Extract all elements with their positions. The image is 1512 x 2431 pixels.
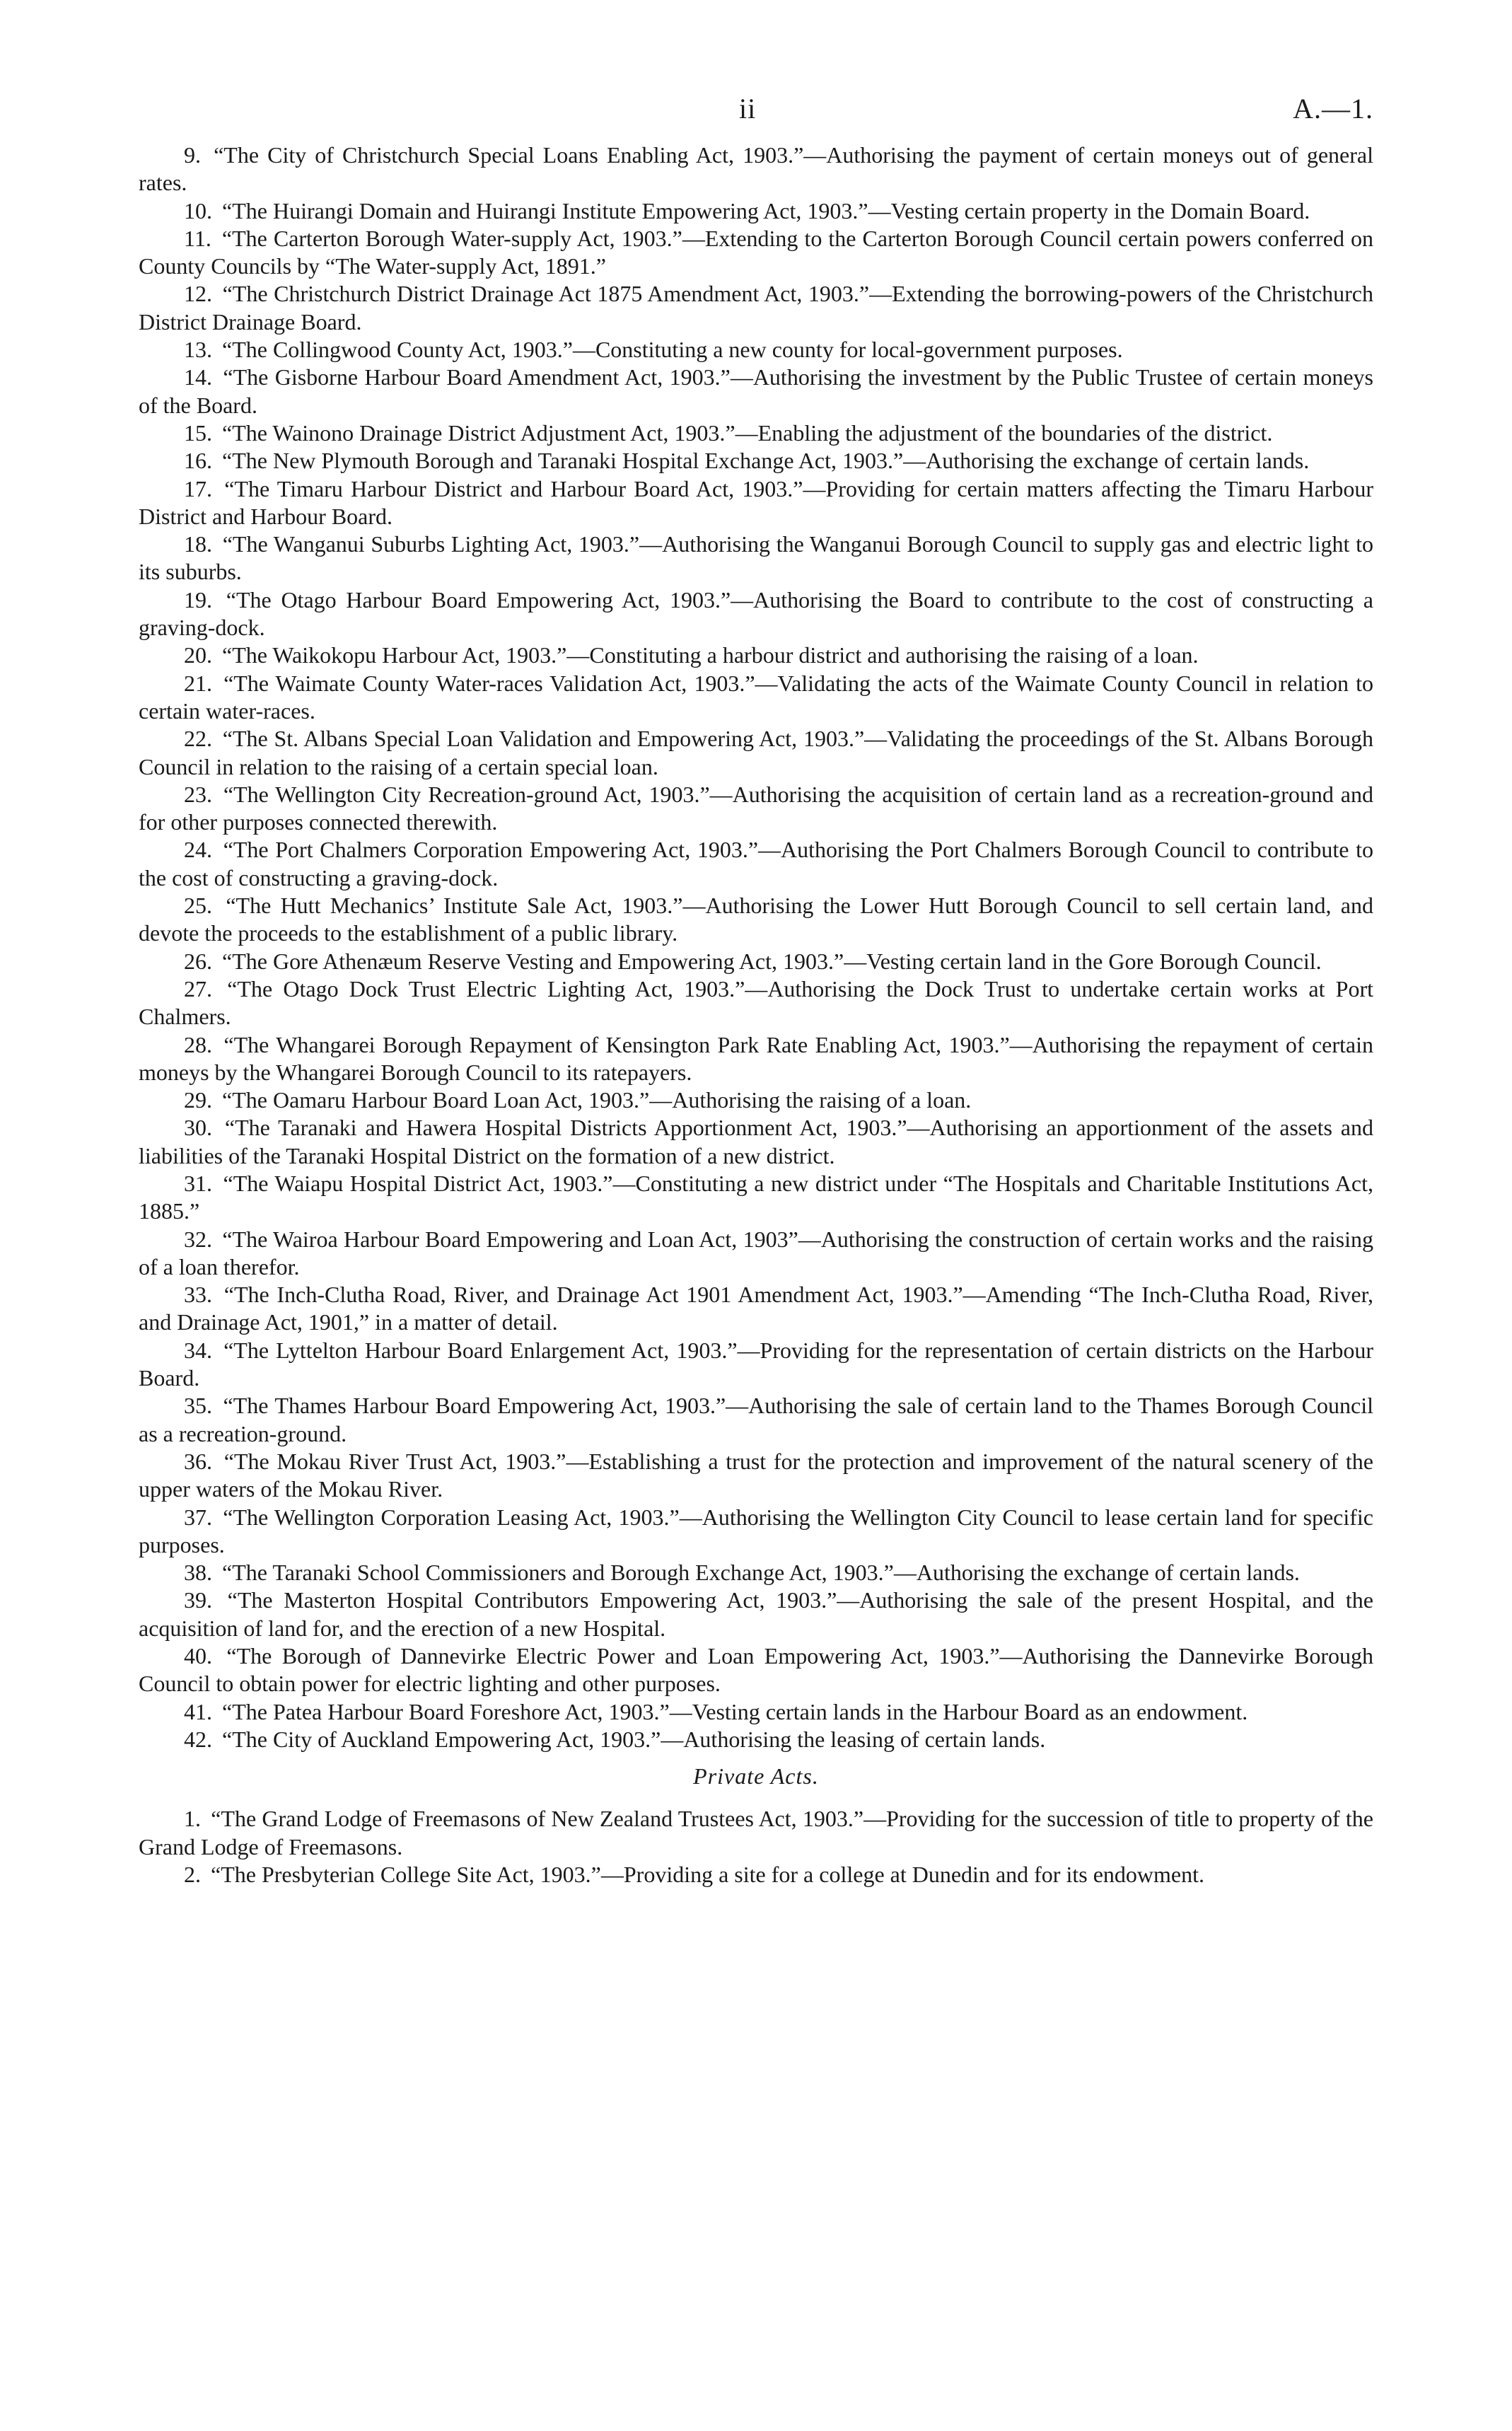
act-description: “The Presbyterian College Site Act, 1903.”—Providing a site for a college at Dunedin and for its endowment. [211,1861,1204,1887]
act-description: “The Carterton Borough Water-supply Act, 1903.”—Extending to the Carterton Borough Council certain powers conferred on County Councils by “The Water-supply Act, 1891.” [139,225,1374,279]
act-number: 19. [184,586,212,613]
act-entry [139,1337,1373,1393]
act-description: “The Port Chalmers Corporation Empowering Act, 1903.”—Authorising the Port Chalmers Borough Council to contribute to the cost of constructing a graving-dock. [139,837,1374,890]
act-number: 31. [184,1170,212,1196]
page-header [139,92,1373,141]
act-entry [139,1805,1373,1861]
act-entry [139,1726,1373,1753]
act-entry [139,364,1373,419]
section-heading-private-acts: Private Acts. [693,1763,819,1789]
act-entry [139,336,1373,364]
act-number: 11. [184,225,211,251]
act-description: “The Wairoa Harbour Board Empowering and Loan Act, 1903”—Authorising the construction of certain works and the raising of a loan therefor. [139,1226,1374,1280]
act-description: “The Waikokopu Harbour Act, 1903.”—Constituting a harbour district and authorising the raising of a loan. [222,642,1199,668]
act-number: 41. [184,1698,212,1724]
act-description: “The Wainono Drainage District Adjustment Act, 1903.”—Enabling the adjustment of the boundaries of the district. [222,419,1273,446]
act-number: 16. [184,448,212,474]
act-entry [139,1861,1373,1888]
act-description: “The Christchurch District Drainage Act 1875 Amendment Act, 1903.”—Extending the borrowing-powers of the Christchurch District Drainage Board. [139,281,1374,335]
act-number: 17. [184,475,212,501]
act-entry [139,1448,1373,1504]
act-entry [139,1392,1373,1448]
act-description: “The Hutt Mechanics’ Institute Sale Act, 1903.”—Authorising the Lower Hutt Borough Council to sell certain land, and devote the proceeds to the establishment of a public library. [139,893,1374,946]
act-description: “The City of Christchurch Special Loans Enabling Act, 1903.”—Authorising the payment of certain moneys out of general rates. [139,142,1374,196]
act-description: “The St. Albans Special Loan Validation and Empowering Act, 1903.”—Validating the proceedings of the St. Albans Borough Council in relation to the raising of a certain special loan. [139,726,1374,779]
act-number: 9. [184,142,201,168]
act-entry [139,892,1373,948]
act-entry [139,642,1373,669]
act-number: 34. [184,1337,212,1363]
act-description: “The Taranaki and Hawera Hospital Districts Apportionment Act, 1903.”—Authorising an apportionment of the assets and liabilities of the Taranaki Hospital District on the formation of a new district. [139,1115,1374,1168]
act-entry [139,475,1373,531]
act-number: 13. [184,337,212,363]
act-entry [139,419,1373,447]
act-entry [139,1031,1373,1087]
act-entry [139,836,1373,892]
act-number: 21. [184,670,212,696]
act-description: “The Taranaki School Commissioners and Borough Exchange Act, 1903.”—Authorising the exchange of certain lands. [222,1560,1300,1586]
act-entry [139,1559,1373,1586]
act-description: “The Inch-Clutha Road, River, and Drainage Act 1901 Amendment Act, 1903.”—Amending “The Inch-Clutha Road, River, and Drainage Act, 1901,” in a matter of detail. [139,1282,1374,1335]
act-number: 30. [184,1115,212,1141]
act-entry [139,1586,1373,1642]
act-description: “The Mokau River Trust Act, 1903.”—Establishing a trust for the protection and improvement of the natural scenery of the upper waters of the Mokau River. [139,1448,1374,1502]
act-description: “The Whangarei Borough Repayment of Kensington Park Rate Enabling Act, 1903.”—Authorising the repayment of certain moneys by the Whangarei Borough Council to its ratepayers. [139,1031,1374,1085]
act-number: 37. [184,1504,212,1530]
act-number: 36. [184,1448,212,1474]
act-number: 22. [184,726,212,752]
act-description: “The Thames Harbour Board Empowering Act, 1903.”—Authorising the sale of certain land to the Thames Borough Council as a recreation-ground. [139,1393,1374,1446]
act-description: “The Waiapu Hospital District Act, 1903.”—Constituting a new district under “The Hospitals and Charitable Institutions Act, 1885.” [139,1170,1374,1224]
act-entry [139,1642,1373,1698]
act-entry [139,781,1373,837]
act-number: 24. [184,837,212,863]
act-description: “The Masterton Hospital Contributors Empowering Act, 1903.”—Authorising the sale of the present Hospital, and the acquisition of land for, and the erection of a new Hospital. [139,1587,1374,1641]
act-entry [139,280,1373,336]
public-acts-list [139,141,1373,1753]
act-number: 26. [184,948,212,974]
act-description: “The Borough of Dannevirke Electric Power and Loan Empowering Act, 1903.”—Authorising the Dannevirke Borough Council to obtain power for electric lighting and other purposes. [139,1643,1374,1697]
act-description: “The Patea Harbour Board Foreshore Act, 1903.”—Vesting certain lands in the Harbour Board as an endowment. [222,1698,1248,1724]
act-description: “The Otago Harbour Board Empowering Act, 1903.”—Authorising the Board to contribute to the cost of constructing a graving-dock. [139,586,1374,641]
act-number: 29. [184,1087,212,1113]
act-description: “The Gore Athenæum Reserve Vesting and Empowering Act, 1903.”—Vesting certain land in the Gore Borough Council. [222,948,1322,974]
page-number: ii [739,93,757,124]
act-description: “The Collingwood County Act, 1903.”—Constituting a new county for local-government purposes. [222,337,1123,363]
act-entry [139,586,1373,642]
act-number: 40. [184,1643,212,1669]
act-description: “The Grand Lodge of Freemasons of New Zealand Trustees Act, 1903.”—Providing for the succession of title to property of the Grand Lodge of Freemasons. [139,1806,1373,1859]
act-description: “The Waimate County Water-races Validation Act, 1903.”—Validating the acts of the Waimate County Council in relation to certain water-races. [139,670,1374,724]
act-number: 10. [184,197,212,224]
act-entry [139,447,1373,475]
act-entry [139,670,1373,726]
act-entry [139,225,1373,281]
act-number: 39. [184,1587,212,1613]
act-description: “The Wellington City Recreation-ground Act, 1903.”—Authorising the acquisition of certain land as a recreation-ground and for other purposes connected therewith. [139,781,1374,835]
act-entry [139,1504,1373,1560]
act-number: 14. [184,364,212,390]
act-entry [139,975,1373,1031]
act-entry [139,141,1373,197]
act-entry [139,1170,1373,1226]
act-description: “The Oamaru Harbour Board Loan Act, 1903.”—Authorising the raising of a loan. [222,1087,972,1113]
act-number: 23. [184,781,212,807]
paper-reference: A.—1. [1293,93,1373,124]
act-number: 28. [184,1031,212,1057]
act-description: “The Timaru Harbour District and Harbour Board Act, 1903.”—Providing for certain matters affecting the Timaru Harbour District and Harbour Board. [139,475,1374,529]
act-number: 25. [184,893,212,919]
act-entry [139,1086,1373,1114]
act-entry [139,197,1373,225]
act-entry [139,1281,1373,1337]
act-description: “The Otago Dock Trust Electric Lighting Act, 1903.”—Authorising the Dock Trust to undertake certain works at Port Chalmers. [139,975,1373,1030]
act-description: “The Wellington Corporation Leasing Act, 1903.”—Authorising the Wellington City Council to lease certain land for specific purposes. [139,1504,1374,1557]
act-number: 38. [184,1560,212,1586]
act-entry [139,530,1373,586]
act-description: “The Lyttelton Harbour Board Enlargement Act, 1903.”—Providing for the representation of certain districts on the Harbour Board. [139,1337,1374,1391]
act-number: 15. [184,419,212,446]
act-number: 18. [184,531,212,557]
act-description: “The Gisborne Harbour Board Amendment Act, 1903.”—Authorising the investment by the Public Trustee of certain moneys of the Board. [139,364,1374,418]
act-number: 33. [184,1282,212,1308]
private-acts-list [139,1805,1373,1888]
act-description: “The Wanganui Suburbs Lighting Act, 1903.”—Authorising the Wanganui Borough Council to supply gas and electric light to its suburbs. [139,531,1374,585]
act-number: 12. [184,281,212,307]
act-number: 32. [184,1226,212,1252]
act-number: 2. [184,1861,201,1887]
act-description: “The City of Auckland Empowering Act, 1903.”—Authorising the leasing of certain lands. [222,1726,1046,1752]
act-number: 1. [184,1806,201,1832]
act-entry [139,725,1373,781]
act-description: “The New Plymouth Borough and Taranaki Hospital Exchange Act, 1903.”—Authorising the exchange of certain lands. [222,448,1310,474]
act-number: 27. [184,975,212,1002]
act-entry [139,1226,1373,1282]
act-number: 35. [184,1393,212,1419]
act-number: 20. [184,642,212,668]
act-entry [139,948,1373,975]
act-number: 42. [184,1726,212,1752]
act-entry [139,1698,1373,1726]
act-entry [139,1114,1373,1170]
act-description: “The Huirangi Domain and Huirangi Institute Empowering Act, 1903.”—Vesting certain property in the Domain Board. [222,197,1310,224]
